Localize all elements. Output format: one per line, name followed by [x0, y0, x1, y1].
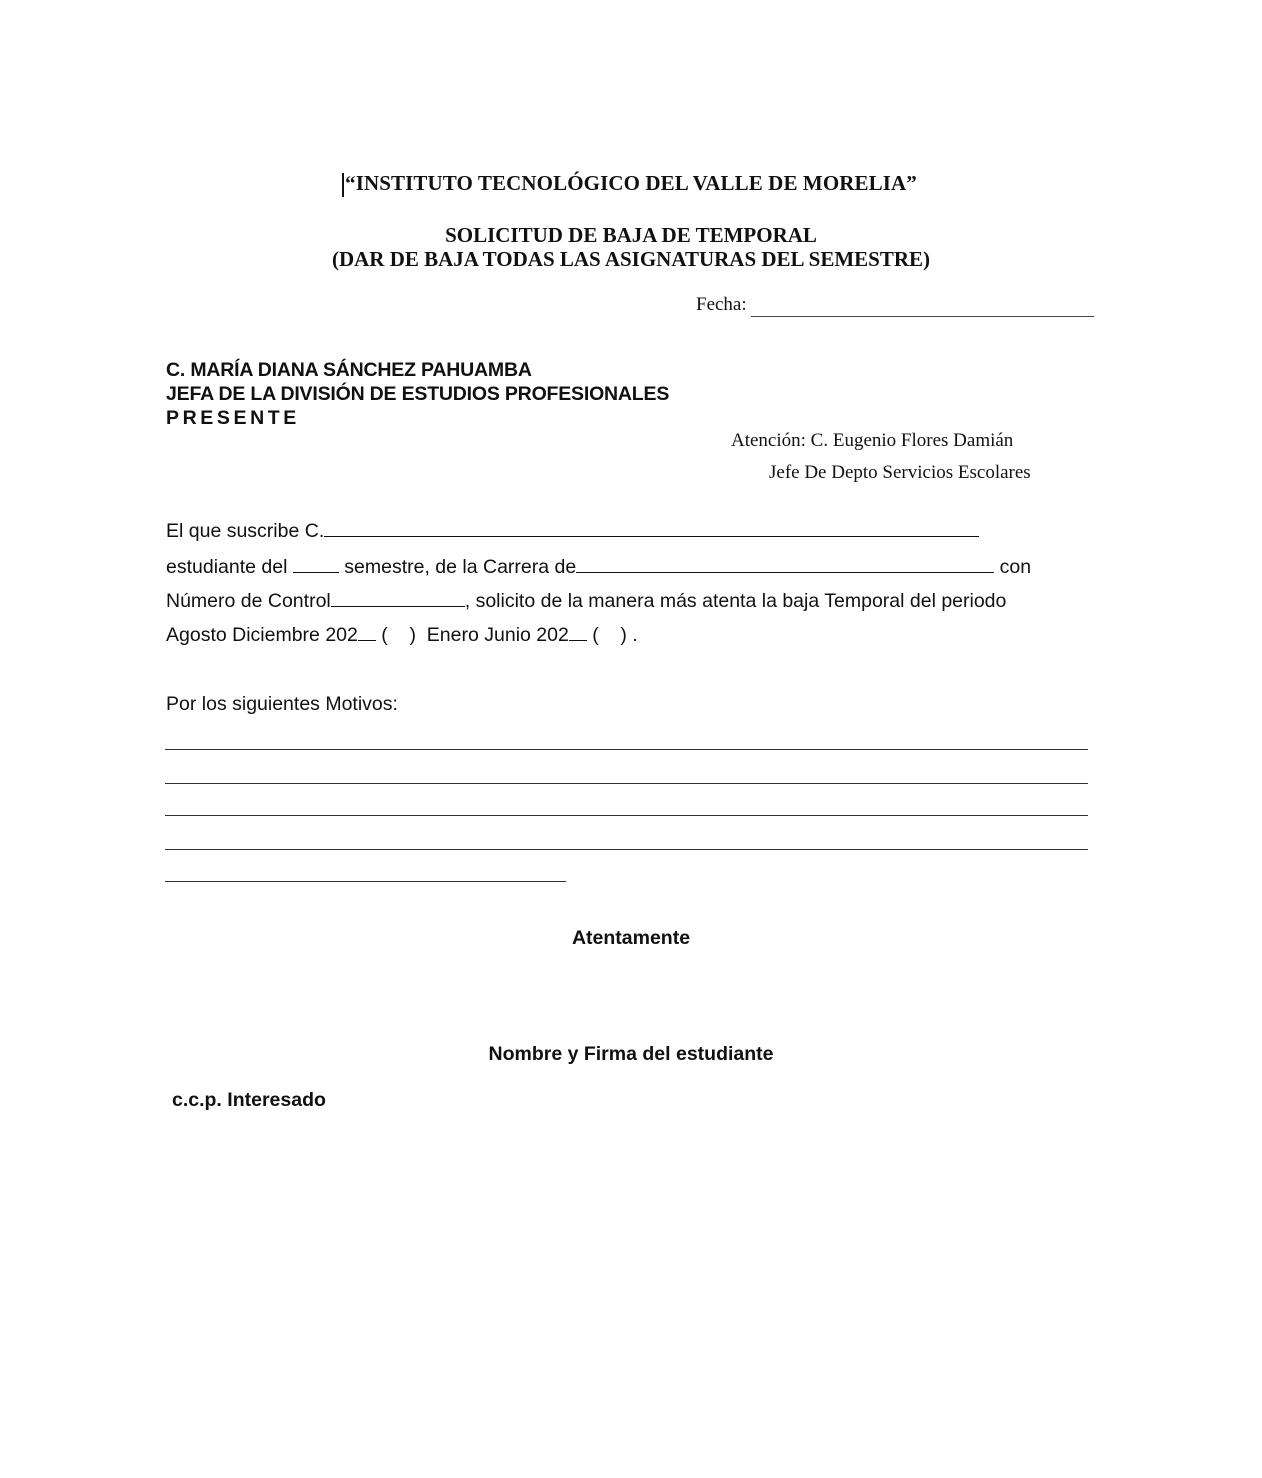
year-blank-jan-jun[interactable]	[569, 623, 587, 641]
presente-label: PRESENTE	[166, 407, 300, 429]
suscribe-label: El que suscribe C.	[166, 520, 325, 542]
addressee-name: C. MARÍA DIANA SÁNCHEZ PAHUAMBA	[166, 359, 532, 381]
reasons-line[interactable]	[165, 783, 1088, 784]
attention-line: Atención: C. Eugenio Flores Damián	[731, 430, 1014, 451]
request-text: , solicito de la manera más atenta la baja Temporal del periodo	[464, 590, 1007, 612]
date-field-line[interactable]	[751, 316, 1094, 317]
body-line-3	[166, 589, 1006, 613]
checkbox-aug-dec[interactable]: ( )	[381, 624, 416, 646]
con-label: con	[999, 556, 1032, 578]
reasons-line[interactable]	[165, 849, 1088, 850]
career-label: semestre, de la Carrera de	[344, 556, 577, 578]
period-end-mark: .	[632, 624, 638, 646]
ccp-label: c.c.p. Interesado	[172, 1089, 326, 1111]
reasons-line[interactable]	[165, 815, 1088, 816]
body-line-2	[166, 555, 1031, 579]
reasons-line[interactable]	[165, 749, 1088, 750]
signature-label: Nombre y Firma del estudiante	[488, 1043, 774, 1065]
period-aug-dec-label: Agosto Diciembre 202	[166, 624, 358, 646]
semester-blank[interactable]	[293, 555, 339, 573]
career-blank[interactable]	[576, 555, 994, 573]
body-line-1	[166, 519, 979, 543]
year-blank-aug-dec[interactable]	[358, 623, 376, 641]
reasons-label: Por los siguientes Motivos:	[166, 693, 398, 715]
addressee-position: JEFA DE LA DIVISIÓN DE ESTUDIOS PROFESIONALES	[166, 383, 670, 405]
attention-position: Jefe De Depto Servicios Escolares	[769, 462, 1031, 483]
institution-name: “INSTITUTO TECNOLÓGICO DEL VALLE DE MORELIA”	[345, 171, 917, 195]
control-number-label: Número de Control	[166, 590, 331, 612]
date-label: Fecha:	[696, 294, 747, 315]
body-line-4	[166, 623, 638, 647]
document-title: SOLICITUD DE BAJA DE TEMPORAL	[445, 223, 817, 247]
period-jan-jun-label: Enero Junio 202	[426, 624, 569, 646]
student-name-blank[interactable]	[324, 519, 979, 537]
control-number-blank[interactable]	[331, 589, 465, 607]
checkbox-jan-jun[interactable]: ( )	[592, 624, 627, 646]
student-of-label: estudiante del	[166, 556, 288, 578]
document-subtitle: (DAR DE BAJA TODAS LAS ASIGNATURAS DEL SEMESTRE)	[331, 247, 931, 271]
closing-atentamente: Atentamente	[571, 927, 691, 949]
reasons-line[interactable]	[165, 881, 566, 882]
